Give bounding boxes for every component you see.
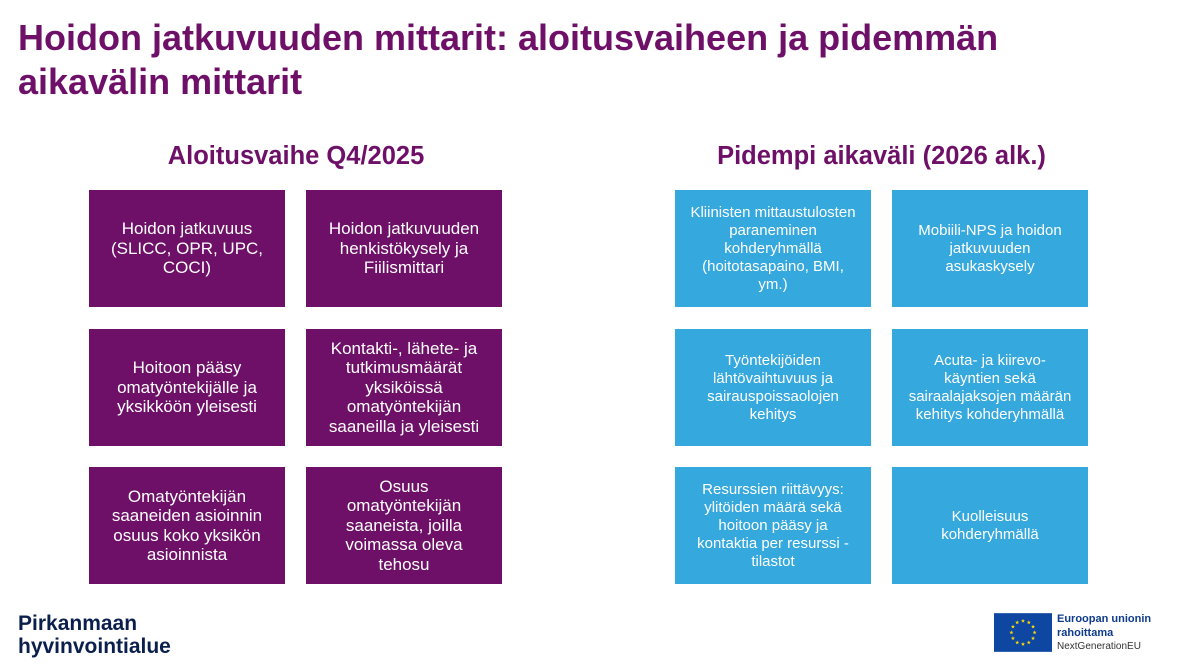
tile-line: kontaktia per resurssi - — [697, 534, 849, 552]
tile-line: Resurssien riittävyys: — [702, 480, 844, 498]
tile-line: yksiköissä — [365, 377, 443, 397]
tile-line: käyntien sekä — [944, 369, 1036, 387]
tile-line: asioinnista — [146, 545, 228, 564]
tile-line: saaneiden asioinnin — [111, 506, 263, 525]
logo-line: Pirkanmaan — [18, 612, 138, 635]
tile-line: omatyöntekijälle ja — [117, 377, 257, 397]
right-tile-6 — [892, 467, 1088, 584]
eu-funding-logo — [994, 612, 1164, 656]
tile-line: Acuta- ja kiirevo- — [934, 351, 1046, 369]
left-tile-3 — [89, 329, 285, 446]
right-column-heading: Pidempi aikaväli (2026 alk.) — [717, 142, 1046, 170]
tile-line: ylitöiden määrä sekä — [704, 498, 842, 516]
tile-line: henkistökysely ja — [339, 238, 469, 258]
tile-line: saaneista, joilla — [345, 515, 463, 535]
left-tile-5 — [89, 467, 285, 584]
tile-line: sairauspoissaolojen — [707, 387, 839, 405]
eu-flag-icon — [994, 613, 1052, 652]
tile-line: kohderyhmällä — [724, 239, 822, 257]
tile-line: asukaskysely — [945, 257, 1035, 275]
tile-line: yksikköön yleisesti — [117, 397, 257, 417]
logo-line: hyvinvointialue — [18, 635, 171, 658]
right-tile-2 — [892, 190, 1088, 307]
tile-line: kehitys — [749, 405, 797, 423]
tile-line: tutkimusmäärät — [345, 358, 463, 378]
tile-line: tehosu — [378, 554, 430, 574]
tile-line: (SLICC, OPR, UPC, — [110, 238, 264, 258]
tile-line: voimassa oleva — [345, 535, 463, 555]
tile-line: Omatyöntekijän — [127, 486, 247, 506]
tile-line: Kliinisten mittaustulosten — [690, 203, 856, 221]
tile-line: osuus koko yksikön — [113, 525, 261, 545]
tile-line: Hoitoon pääsy — [132, 358, 242, 378]
right-tile-3 — [675, 329, 871, 446]
tile-line: omatyöntekijän — [346, 397, 462, 417]
left-tile-1 — [89, 190, 285, 307]
tile-line: sairaalajaksojen määrän — [908, 387, 1072, 405]
tile-line: kehitys kohderyhmällä — [915, 405, 1065, 423]
tile-line: (hoitotasapaino, BMI, — [702, 257, 844, 275]
tile-line: Kuolleisuus — [951, 507, 1029, 525]
organization-logo — [18, 612, 171, 658]
tile-line: omatyöntekijän — [346, 496, 462, 516]
tile-line: COCI) — [162, 258, 212, 278]
tile-line: jatkuvuuden — [949, 239, 1031, 257]
right-tile-5 — [675, 467, 871, 584]
right-tile-4 — [892, 329, 1088, 446]
tile-line: saaneilla ja yleisesti — [328, 416, 480, 436]
eu-label-line2: rahoittama — [1057, 627, 1114, 639]
tile-line: Työntekijöiden — [725, 351, 821, 369]
eu-label-line1: Euroopan unionin — [1057, 613, 1152, 625]
tile-line: Fiilismittari — [363, 258, 445, 278]
eu-label-line3: NextGenerationEU — [1057, 641, 1141, 652]
tile-line: hoitoon pääsy ja — [718, 516, 828, 534]
tile-line: Mobiili-NPS ja hoidon — [918, 221, 1062, 239]
tile-line: Kontakti-, lähete- ja — [330, 338, 478, 358]
tile-line: tilastot — [751, 552, 795, 570]
left-column-heading: Aloitusvaihe Q4/2025 — [167, 142, 425, 170]
tile-line: Osuus — [379, 476, 429, 496]
slide-title: Hoidon jatkuvuuden mittarit: aloitusvaiheen ja pidemmän aikavälin mittarit — [18, 17, 999, 102]
left-tile-2 — [306, 190, 502, 307]
tile-line: Hoidon jatkuvuus — [121, 219, 253, 239]
right-tile-1 — [675, 190, 871, 307]
left-tile-6 — [306, 467, 502, 584]
tile-line: lähtövaihtuvuus ja — [712, 369, 834, 387]
left-tile-4 — [306, 329, 502, 446]
tile-line: ym.) — [758, 275, 788, 293]
tile-line: Hoidon jatkuvuuden — [328, 219, 480, 239]
tile-line: kohderyhmällä — [941, 525, 1039, 543]
tile-line: paraneminen — [729, 221, 817, 239]
